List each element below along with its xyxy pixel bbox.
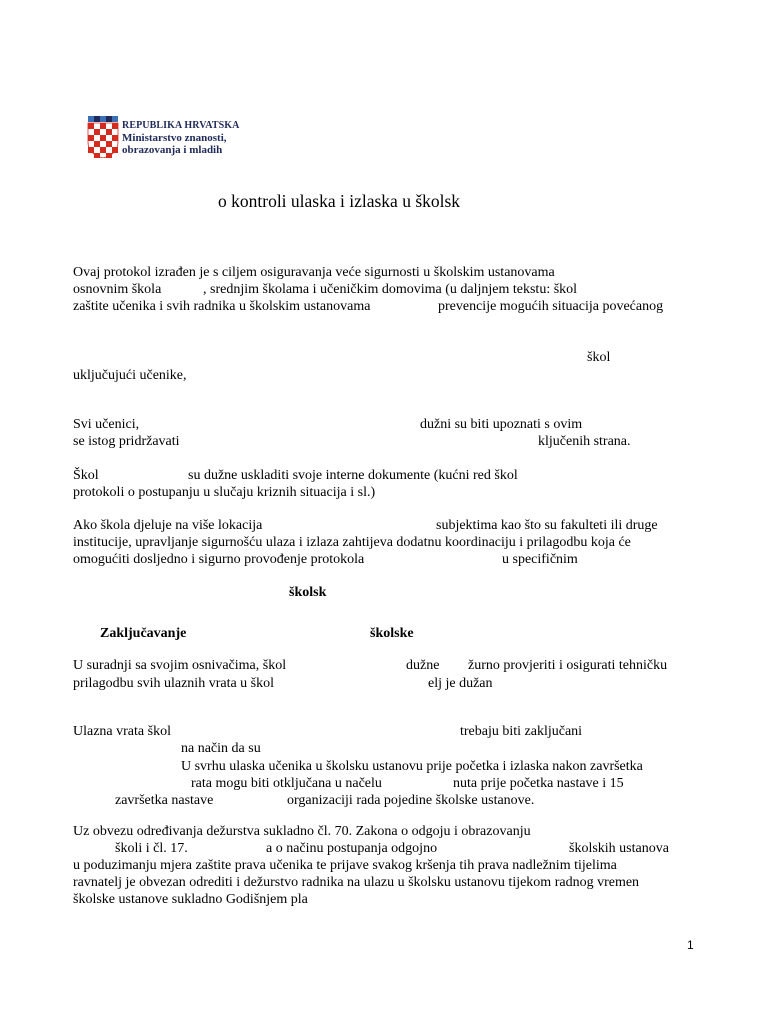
text-line: Ovaj protokol izrađen je s ciljem osiguravanja veće sigurnosti u školskim ustanovama (73, 265, 555, 280)
logo-ministry-cont: obrazovanja i mladih (122, 144, 223, 156)
text-line: Škol (73, 468, 99, 483)
text-line: dužne (406, 658, 440, 673)
text-line: trebaju biti zaključani (460, 724, 583, 739)
text-line: na način da su (181, 741, 261, 756)
text-line: školi i čl. 17. (115, 841, 188, 856)
section-heading: školsk (289, 585, 327, 600)
text-line: omogućiti dosljedno i sigurno provođenje protokola (73, 552, 365, 567)
text-line: Svi učenici, (73, 417, 140, 432)
text-line: Ako škola djeluje na više lokacija (73, 518, 263, 533)
logo-text (122, 120, 240, 156)
text-line: U svrhu ulaska učenika u školsku ustanovu prije početka i izlaska nakon završetka (181, 759, 643, 774)
croatian-coat-of-arms-icon (86, 116, 120, 158)
text-line: Uz obvezu određivanja dežurstva sukladno čl. 70. Zakona o odgoju i obrazovanju (73, 824, 531, 839)
text-line: se istog pridržavati (73, 434, 180, 449)
logo-ministry: Ministarstvo znanosti, (122, 132, 227, 144)
text-line: škol (587, 350, 611, 365)
text-line: ključenih strana. (538, 434, 631, 449)
text-line: prevencije mogućih situacija povećanog (438, 299, 664, 314)
text-line: zaštite učenika i svih radnika u školskim ustanovama (73, 299, 371, 314)
text-line: subjektima kao što su fakulteti ili druge (436, 518, 658, 533)
text-line: organizaciji rada pojedine školske ustanove. (287, 793, 535, 808)
document-title: o kontroli ulaska i izlaska u školsk (218, 191, 461, 211)
text-line: , srednjim školama i učeničkim domovima (u daljnjem tekstu: škol (203, 282, 578, 297)
text-line: prilagodbu svih ulaznih vrata u škol (73, 676, 275, 691)
text-line: elj je dužan (428, 676, 493, 691)
text-line: a o načinu postupanja odgojno (266, 841, 438, 856)
text-line: u poduzimanju mjera zaštite prava učenika te prijave svakog kršenja tih prava nadležnim tijelima (73, 858, 617, 873)
logo-country: REPUBLIKA HRVATSKA (122, 120, 240, 131)
text-line: U suradnji sa svojim osnivačima, škol (73, 658, 287, 673)
text-line: ravnatelj je obvezan odrediti i dežurstvo radnika na ulazu u školsku ustanovu tijekom radnog vremen (73, 875, 640, 890)
text-line: Ulazna vrata škol (73, 724, 171, 739)
text-line: osnovnim škola (73, 282, 162, 297)
text-line: rata mogu biti otključana u načelu (191, 776, 382, 791)
page-number: 1 (687, 938, 694, 952)
text-line: institucije, upravljanje sigurnošću ulaza i izlaza zahtijeva dodatnu koordinaciju i prilagodbu koja će (73, 535, 631, 550)
text-line: u specifičnim (502, 552, 578, 567)
text-line: žurno provjeriti i osigurati tehničku (468, 658, 668, 673)
ministry-logo (86, 116, 256, 160)
text-line: dužni su biti upoznati s ovim (420, 417, 583, 432)
subsection-heading: Zaključavanje (100, 626, 187, 641)
text-line: su dužne uskladiti svoje interne dokumente (kućni red škol (188, 468, 518, 483)
text-line: završetka nastave (115, 793, 214, 808)
subsection-heading-cont: školske (370, 626, 414, 641)
text-line: školskih ustanova (569, 841, 669, 856)
text-line: protokoli o postupanju u slučaju kriznih situacija i sl.) (73, 485, 376, 500)
text-line: školske ustanove sukladno Godišnjem pla (73, 892, 308, 907)
text-line: nuta prije početka nastave i 15 (453, 776, 624, 791)
text-line: uključujući učenike, (73, 368, 187, 383)
